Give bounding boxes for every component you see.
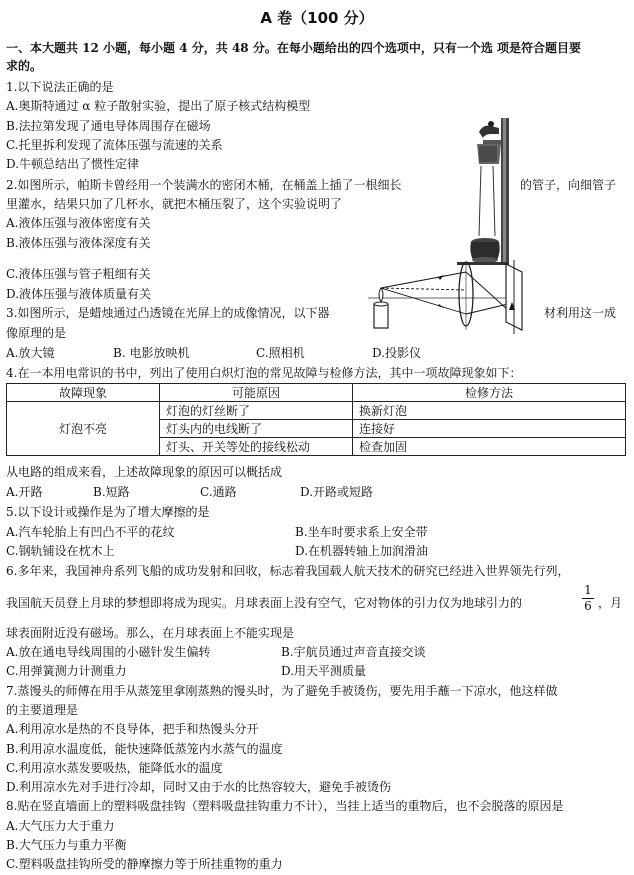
q2-stem-part2: 的管子，向细管子 [520, 178, 617, 192]
header-cause: 可能原因 [160, 384, 353, 402]
q4-option-d: D.开路或短路 [300, 485, 374, 499]
convex-lens-figure [368, 258, 538, 334]
q3-stem-part2: 材利用这一成 [544, 306, 617, 320]
q2-stem-part1: 2.如图所示，帕斯卡曾经用一个装满水的密闭木桶，在桶盖上插了一根细长 [6, 178, 402, 192]
method-cell: 检查加固 [353, 438, 626, 456]
q1-option-d: D.牛顿总结出了惯性定律 [6, 157, 140, 171]
q6-option-d: D.用天平测质量 [281, 664, 367, 678]
q7-option-d: D.利用凉水先对手进行冷却，同时又由于水的比热容较大，避免手被烫伤 [6, 780, 392, 794]
q3-stem-line2: 像原理的是 [6, 326, 67, 340]
section-heading-line2: 求的。 [6, 59, 43, 73]
q8-option-a: A.大气压力大于重力 [6, 819, 115, 833]
q6-option-b: B.宇航员通过声音直接交谈 [281, 645, 426, 659]
q3-option-b: B. 电影放映机 [113, 346, 190, 360]
q6-line3: 球表面附近没有磁场。那么，在月球表面上不能实现是 [6, 626, 295, 640]
q5-option-b: B.坐车时要求系上安全带 [295, 525, 428, 539]
q2-stem-line2: 里灌水，结果只加了几杯水，就把木桶压裂了，这个实验说明了 [6, 197, 343, 211]
q5-option-c: C.钢轨铺设在枕木上 [6, 544, 115, 558]
q3-option-d: D.投影仪 [372, 346, 422, 360]
q7-option-b: B.利用凉水温度低，能快速降低蒸笼内水蒸气的温度 [6, 742, 283, 756]
q4-after-text: 从电路的组成来看，上述故障现象的原因可以概括成 [6, 465, 283, 479]
section-heading-line1: 一、本大题共 12 小题，每小题 4 分，共 48 分。在每小题给出的四个选项中，只有一个选 项是符合题目要 [6, 41, 581, 55]
q8-stem: 8.贴在竖直墙面上的塑料吸盘挂钩（塑料吸盘挂钩重力不计），当挂上适当的重物后，也不会脱落的原因是 [6, 799, 564, 813]
q2-option-a: A.液体压强与液体密度有关 [6, 216, 151, 230]
q7-option-c: C.利用凉水蒸发要吸热，能降低水的温度 [6, 761, 223, 775]
q7-line1: 7.蒸馒头的师傅在用手从蒸笼里拿刚蒸熟的馒头时，为了避免手被烫伤，要先用手蘸一下凉水，他这样做 [6, 684, 558, 698]
q1-option-b: B.法拉第发现了通电导体周围存在磁场 [6, 119, 211, 133]
cause-cell: 灯头、开关等处的接线松动 [160, 438, 353, 456]
q3-option-c: C.照相机 [256, 346, 305, 360]
pascal-barrel-figure [455, 118, 511, 266]
q2-option-b: B.液体压强与液体深度有关 [6, 236, 151, 250]
fraction-numerator: 1 [584, 583, 592, 597]
q6-line2: 我国航天员登上月球的梦想即将成为现实。月球表面上没有空气，它对物体的引力仅为地球引力的 [6, 596, 523, 610]
q7-line2: 的主要道理是 [6, 703, 79, 717]
fraction-denominator: 6 [584, 599, 592, 613]
method-cell: 换新灯泡 [353, 402, 626, 420]
cause-cell: 灯头内的电线断了 [160, 420, 353, 438]
header-phenomenon: 故障现象 [7, 384, 160, 402]
page-title: A 卷（100 分） [260, 9, 374, 27]
q6-option-a: A.放在通电导线周围的小磁针发生偏转 [6, 645, 211, 659]
q6-line2-end: ，月 [598, 596, 623, 610]
q5-option-d: D.在机器转轴上加润滑油 [295, 544, 429, 558]
phenomenon-cell: 灯泡不亮 [7, 402, 160, 456]
q4-option-c: C.通路 [200, 485, 237, 499]
q5-option-a: A.汽车轮胎上有凹凸不平的花纹 [6, 525, 175, 539]
q2-option-c: C.液体压强与管子粗细有关 [6, 267, 151, 281]
q1-option-c: C.托里拆利发现了流体压强与流速的关系 [6, 138, 223, 152]
q8-option-b: B.大气压力与重力平衡 [6, 838, 127, 852]
fault-table-header-row [7, 384, 626, 402]
q7-option-a: A.利用凉水是热的不良导体，把手和热馒头分开 [6, 722, 259, 736]
fault-table [6, 383, 626, 456]
table-row [7, 402, 626, 420]
q4-option-b: B.短路 [93, 485, 130, 499]
q3-option-a: A.放大镜 [6, 346, 55, 360]
q4-stem: 4.在一本用电常识的书中，列出了使用白炽灯泡的常见故障与检修方法，其中一项故障现象如下： [6, 366, 522, 380]
one-sixth-fraction [582, 584, 594, 613]
q8-option-c: C.塑料吸盘挂钩所受的静摩擦力等于所挂重物的重力 [6, 857, 283, 871]
q2-option-d: D.液体压强与液体质量有关 [6, 287, 152, 301]
q4-option-a: A.开路 [6, 485, 43, 499]
q5-stem: 5.以下设计或操作是为了增大摩擦的是 [6, 505, 210, 519]
q6-option-c: C.用弹簧测力计测重力 [6, 664, 127, 678]
q6-line1: 6.多年来，我国神舟系列飞船的成功发射和回收，标志着我国载人航天技术的研究已经进入世界领先行列， [6, 564, 570, 578]
cause-cell: 灯泡的灯丝断了 [160, 402, 353, 420]
q1-option-a: A.奥斯特通过 α 粒子散射实验，提出了原子核式结构模型 [6, 99, 311, 113]
header-method: 检修方法 [353, 384, 626, 402]
method-cell: 连接好 [353, 420, 626, 438]
q3-stem-part1: 3.如图所示，是蜡烛通过凸透镜在光屏上的成像情况，以下器 [6, 306, 330, 320]
q1-stem: 1.以下说法正确的是 [6, 80, 114, 94]
